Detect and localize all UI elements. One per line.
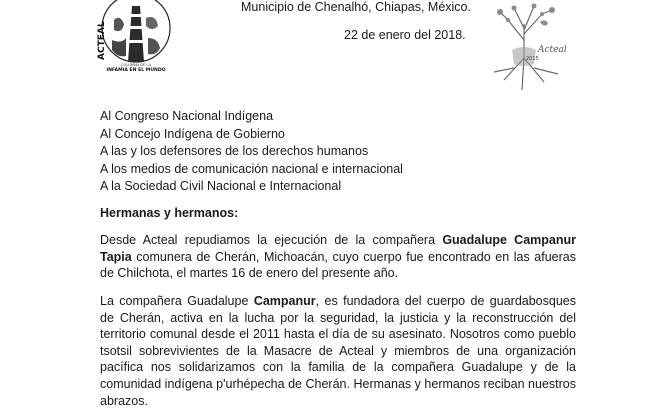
tree-year: 2015 [526,56,539,62]
greeting: Hermanas y hermanos: [100,206,239,220]
p1-text-end: comunera de Cherán, Michoacán, cuyo cuerpo fue encontrado en las afueras de Chilchota, el martes 16 de enero del presente año. [100,249,576,281]
letter-place: Municipio de Chenalhó, Chiapas, México. [241,0,471,14]
logo-caption-small: COLUMNA DE LA [121,63,151,67]
p1-bold-name: Guadalupe Campanur Tapia [100,233,577,264]
addressee-line: Al Concejo Indígena de Gobierno [100,126,285,141]
addressee-line: A las y los defensores de los derechos humanos [100,144,369,158]
paragraph-1 [100,232,576,282]
addressee-line: A los medios de comunicación nacional e internacional [100,161,403,176]
p2-bold-name: Campanur [253,294,316,308]
logo-letters: ACTEAL [97,21,107,60]
addressee-list [100,108,403,196]
tree-label: Acteal [538,45,566,55]
p1-text-start: Desde Acteal repudiamos la ejecución de la compañera [100,233,443,247]
addressee-line: Al Congreso Nacional Indígena [100,109,274,123]
letter-date: 22 de enero del 2018. [344,28,466,42]
p2-text-end: , es fundadora del cuerpo de guardabosques de Cherán, activa en la lucha por la seguridad, la justicia y la reconstrucción del territorio comunal desde el 2011 hasta el día de su asesinato. Nosotros como pueblo tsotsil sobrevivientes de la Masacre de Acteal y miembros de una organización pacífica nos solidarizamos con la familia de la compañera Guadalupe y de la comunidad indígena p'urhépecha de Cherán. Hermanas y hermanos reciban nuestros abrazos. [100,294,576,408]
acteal-logo [84,0,184,74]
logo-caption: INFAMIA EN EL MUNDO [106,68,166,73]
paragraph-2 [100,293,576,409]
addressee-line: A la Sociedad Civil Nacional e Internacional [100,179,342,193]
tree-emblem [484,0,566,96]
p2-text-start: La compañera Guadalupe [100,294,254,308]
